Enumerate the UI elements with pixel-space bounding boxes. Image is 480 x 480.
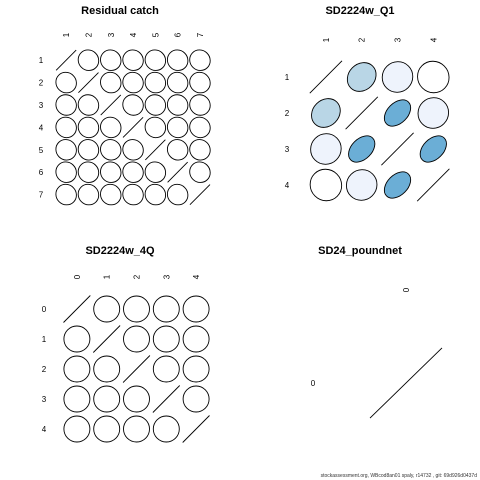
- row-label: 0: [310, 379, 316, 388]
- column-label: 7: [195, 32, 205, 38]
- correlation-ellipse: [59, 381, 96, 418]
- correlation-ellipse: [178, 381, 215, 418]
- correlation-ellipse: [59, 411, 96, 448]
- diagonal-line: [123, 356, 150, 383]
- correlation-ellipse: [178, 351, 215, 388]
- correlation-ellipse: [74, 180, 103, 209]
- row-label: 4: [284, 181, 290, 190]
- correlation-ellipse: [148, 411, 185, 448]
- correlation-ellipse: [163, 46, 192, 75]
- correlation-ellipse: [59, 351, 96, 388]
- correlation-ellipse: [74, 135, 103, 164]
- column-label: 4: [129, 32, 139, 38]
- correlation-ellipse: [88, 291, 125, 328]
- column-label: 0: [72, 274, 82, 280]
- panel-sd2224w-q1: [285, 5, 456, 207]
- panel-title: SD2224w_4Q: [85, 245, 155, 257]
- diagonal-line: [101, 95, 121, 115]
- correlation-ellipse: [52, 158, 81, 187]
- column-label: 4: [192, 274, 202, 280]
- correlation-ellipse: [148, 291, 185, 328]
- correlation-ellipse: [163, 91, 192, 120]
- column-label: 3: [393, 37, 403, 43]
- correlation-ellipse: [185, 68, 214, 97]
- correlation-ellipse: [96, 158, 125, 187]
- correlation-ellipse: [52, 113, 81, 142]
- column-label: 1: [62, 32, 72, 38]
- correlation-ellipse: [52, 135, 81, 164]
- correlation-ellipse: [185, 91, 214, 120]
- diagonal-line: [145, 140, 165, 160]
- correlation-ellipse: [52, 180, 81, 209]
- footer-credit: stockassessment.org, WBcod8an01 spaly, r14732 , git: 69d926d0437d: [320, 473, 477, 479]
- correlation-ellipse: [185, 113, 214, 142]
- row-label: 1: [41, 335, 47, 344]
- correlation-ellipse: [118, 411, 155, 448]
- diagonal-line: [310, 61, 342, 93]
- correlation-ellipse: [185, 135, 214, 164]
- correlation-ellipse: [96, 180, 125, 209]
- correlation-ellipse: [185, 158, 214, 187]
- diagonal-line: [417, 169, 449, 201]
- panel-title: Residual catch: [81, 5, 159, 17]
- row-label: 3: [38, 101, 44, 110]
- correlation-ellipse: [119, 158, 148, 187]
- correlation-ellipse: [141, 46, 170, 75]
- row-label: 3: [41, 395, 47, 404]
- column-label: 6: [173, 32, 183, 38]
- diagonal-line: [123, 117, 143, 137]
- correlation-ellipse: [163, 113, 192, 142]
- correlation-ellipse: [304, 163, 349, 208]
- diagonal-line: [78, 73, 98, 93]
- correlation-ellipse: [74, 158, 103, 187]
- diagonal-line: [93, 326, 120, 353]
- panel-residual-catch: [39, 5, 215, 209]
- correlation-ellipse: [141, 91, 170, 120]
- correlation-ellipse: [148, 321, 185, 358]
- row-label: 1: [284, 73, 290, 82]
- row-label: 5: [38, 145, 44, 155]
- correlation-ellipse: [306, 93, 346, 133]
- correlation-ellipse: [163, 135, 192, 164]
- correlation-ellipse: [178, 321, 215, 358]
- correlation-ellipse: [304, 127, 347, 170]
- correlation-ellipse: [88, 381, 125, 418]
- column-label: 1: [102, 274, 112, 280]
- correlation-ellipse: [141, 113, 170, 142]
- correlation-ellipse: [118, 381, 155, 418]
- diagonal-line: [153, 386, 180, 413]
- correlation-ellipse: [96, 113, 125, 142]
- column-label: 3: [162, 274, 172, 280]
- correlation-ellipse: [96, 46, 125, 75]
- correlation-ellipse: [141, 68, 170, 97]
- column-label: 1: [321, 37, 331, 43]
- correlation-ellipse: [74, 113, 103, 142]
- correlation-ellipse: [340, 163, 383, 206]
- correlation-ellipse: [185, 46, 214, 75]
- row-label: 2: [41, 365, 47, 374]
- row-label: 6: [38, 168, 44, 178]
- correlation-ellipse: [141, 180, 170, 209]
- column-label: 4: [429, 37, 439, 43]
- diagonal-line: [183, 416, 210, 443]
- correlation-ellipse: [376, 55, 419, 98]
- correlation-ellipse: [412, 91, 455, 134]
- column-label: 5: [151, 32, 161, 38]
- correlation-ellipse: [52, 91, 81, 120]
- diagonal-line: [190, 185, 210, 205]
- correlation-ellipse: [88, 411, 125, 448]
- correlation-ellipse: [163, 68, 192, 97]
- row-label: 3: [284, 145, 290, 154]
- correlation-ellipse: [74, 46, 103, 75]
- correlation-ellipse: [118, 321, 155, 358]
- row-label: 2: [284, 109, 290, 118]
- diagonal-line: [168, 162, 188, 182]
- row-label: 2: [38, 78, 44, 88]
- correlation-ellipse: [341, 57, 381, 97]
- row-label: 0: [41, 305, 47, 314]
- column-label: 2: [132, 274, 142, 280]
- diagonal-line: [370, 348, 442, 418]
- row-label: 7: [38, 190, 44, 200]
- diagonal-line: [381, 133, 413, 165]
- row-label: 1: [38, 56, 44, 66]
- correlation-ellipse: [411, 55, 456, 100]
- correlation-ellipse: [379, 167, 415, 203]
- row-label: 4: [38, 123, 44, 133]
- row-label: 4: [41, 425, 47, 434]
- correlation-ellipse: [119, 135, 148, 164]
- correlation-ellipse: [119, 68, 148, 97]
- correlation-ellipse: [119, 180, 148, 209]
- correlation-ellipse: [96, 68, 125, 97]
- correlation-ellipse: [52, 68, 81, 97]
- correlation-ellipse: [163, 180, 192, 209]
- panel-sd2224w-4q: [42, 245, 215, 447]
- panel-title: SD2224w_Q1: [325, 5, 395, 17]
- correlation-ellipse: [96, 135, 125, 164]
- correlation-ellipse: [379, 95, 415, 131]
- correlation-ellipse: [119, 91, 148, 120]
- correlation-ellipse: [119, 46, 148, 75]
- column-label: 2: [357, 37, 367, 43]
- correlation-ellipse: [74, 91, 103, 120]
- column-label: 3: [106, 32, 116, 38]
- correlation-ellipse: [148, 351, 185, 388]
- diagonal-line: [346, 97, 378, 129]
- panel-title: SD24_poundnet: [318, 245, 402, 257]
- correlation-ellipse: [88, 351, 125, 388]
- correlation-ellipse: [178, 291, 215, 328]
- panel-sd24-poundnet: [311, 245, 442, 418]
- diagonal-line: [56, 50, 76, 70]
- diagonal-line: [63, 296, 90, 323]
- correlation-ellipse: [343, 131, 379, 167]
- correlation-ellipse: [59, 321, 96, 358]
- column-label: 2: [84, 32, 94, 38]
- correlation-ellipse: [141, 158, 170, 187]
- correlation-ellipse: [415, 131, 451, 167]
- column-label: 0: [402, 287, 411, 293]
- correlation-ellipse: [118, 291, 155, 328]
